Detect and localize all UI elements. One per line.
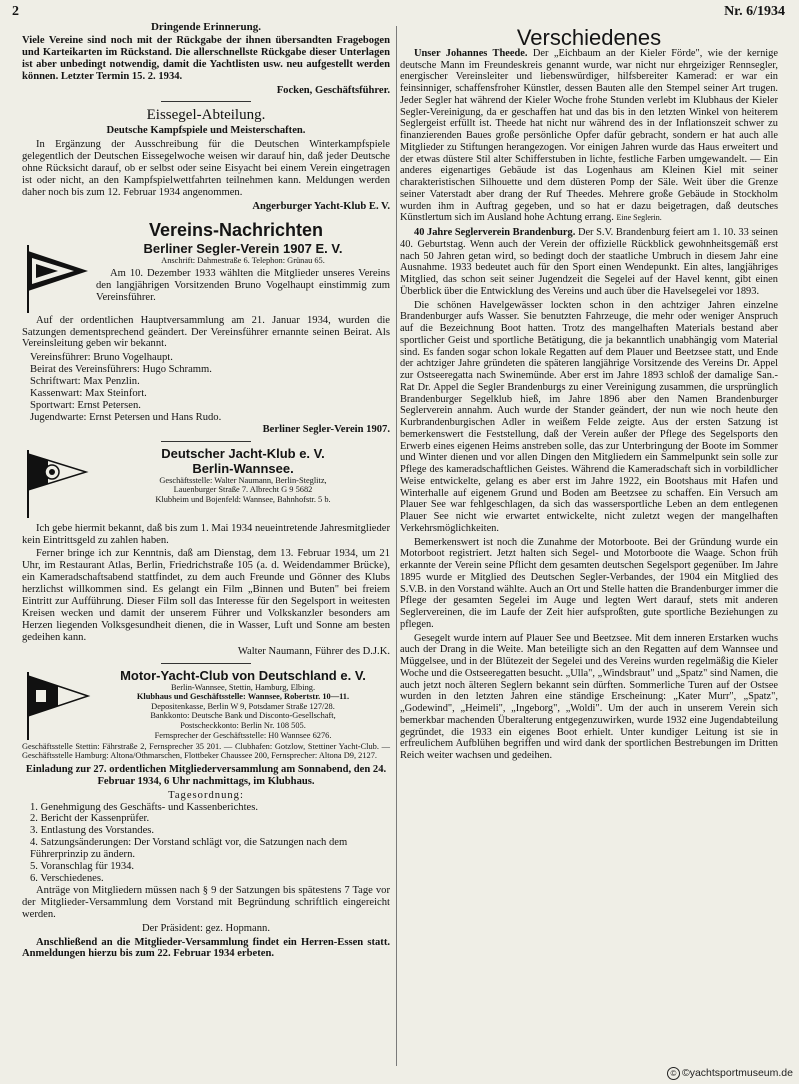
bsv-role-6: Jugendwarte: Ernst Petersen und Hans Rudo. — [30, 411, 222, 423]
djk-address-3: Klubheim und Bojenfeld: Wannsee, Bahnhofstr. 5 b. — [155, 494, 331, 504]
verschiedenes-title: Verschiedenes — [516, 25, 662, 50]
myc-agenda-item-1: 1. Genehmigung des Geschäfts- und Kassenberichtes. — [30, 801, 258, 813]
bsv-address: Anschrift: Dahmestraße 6. Telephon: Grünau 65. — [161, 255, 325, 265]
bsv-paragraph-2: Auf der ordentlichen Hauptversammlung am 21. Januar 1934, wurden die Satzungen dementsprechend geändert. Der Vereinsführer ernannte seinen Beirat. Als Vereinsleitung geben wir bekannt. — [22, 314, 390, 350]
bsv-role-2: Beirat des Vereinsführers: Hugo Schramm. — [30, 364, 212, 376]
myc-address-2: Klubhaus und Geschäftsstelle: Wannsee, Robertstr. 10—11. — [136, 692, 350, 702]
reminder-notice — [22, 22, 390, 96]
myc-invitation: Einladung zur 27. ordentlichen Mitgliederversammlung am Sonnabend, den 24. Februar 1934, 6 Uhr nachmittags, im Klubhaus. — [25, 763, 387, 787]
djk-name: Deutscher Jacht-Klub e. V. — [161, 445, 325, 461]
theede-source: Eine Seglerin. — [616, 213, 662, 223]
notice-signature: Focken, Geschäftsführer. — [276, 84, 390, 96]
myc-agenda-item-2: 2. Bericht der Kassenprüfer. — [30, 813, 150, 825]
djk-location: Berlin-Wannsee. — [192, 460, 294, 476]
bsv-signature: Berliner Segler-Verein 1907. — [262, 423, 390, 435]
myc-agenda-item-6: 6. Verschiedenes. — [30, 872, 104, 884]
brandenburg-paragraph-1 — [400, 227, 778, 298]
club-djk — [22, 446, 390, 520]
watermark — [667, 1067, 793, 1080]
right-column — [400, 25, 778, 764]
myc-agenda-item-4: 4. Satzungsänderungen: Der Vorstand schlägt vor, die Satzungen nach dem Führerprinzip zu ändern. — [30, 837, 348, 861]
myc-pennant-icon — [22, 668, 92, 742]
left-column — [22, 22, 390, 962]
issue-number: Nr. 6/1934 — [724, 4, 785, 19]
eissegel-signature: Angerburger Yacht-Klub E. V. — [252, 200, 390, 212]
column-divider — [396, 26, 397, 1066]
vereins-nachrichten-title: Vereins-Nachrichten — [148, 219, 324, 240]
bsv-role-5: Sportwart: Ernst Petersen. — [30, 399, 141, 411]
separator-rule — [161, 663, 251, 664]
brandenburg-lead: 40 Jahre Seglerverein Brandenburg. — [414, 227, 576, 238]
separator-rule — [161, 101, 251, 102]
club-bsv — [22, 241, 390, 315]
myc-agenda-title: Tagesordnung: — [168, 789, 244, 801]
theede-lead: Unser Johannes Theede. — [414, 47, 528, 59]
djk-signature: Walter Naumann, Führer des D.J.K. — [237, 645, 390, 657]
myc-paragraph-1: Anträge von Mitgliedern müssen nach § 9 der Satzungen bis spätestens 7 Tage vor der Mitglieder-Versammlung dem Vorstand mit Begründung schriftlich eingereicht werden. — [22, 884, 390, 920]
bsv-role-3: Schriftwart: Max Penzlin. — [30, 376, 140, 388]
watermark-text: ©yachtsportmuseum.de — [681, 1067, 793, 1079]
eissegel-subtitle: Deutsche Kampfspiele und Meisterschaften. — [106, 125, 306, 137]
myc-name: Motor-Yacht-Club von Deutschland e. V. — [120, 667, 366, 683]
bsv-pennant-icon — [22, 241, 92, 315]
eissegel-section — [22, 107, 390, 212]
myc-address-1: Berlin-Wannsee, Stettin, Hamburg, Elbing. — [170, 682, 316, 692]
myc-agenda-item-3: 3. Entlastung des Vorstandes. — [30, 825, 155, 837]
djk-paragraph-2: Ferner bringe ich zur Kenntnis, daß am Dienstag, dem 13. Februar 1934, um 21 Uhr, im Restaurant Atlas, Berlin, Friedrichstraße 105 (a. d. Weidendammer Brücke), ein Kameradschaftsabend stattfindet, zu dem auch Freunde und Gönner des Klubs herzlichst willkommen sind. Es gelangt ein Film „Binnen und Buten" bei freiem Eintritt zur Aufführung. Dieser Film soll das Interesse für den Segelsport in weitesten Kreisen wecken und damit der unserem Führer und Volkskanzler besonders am Herzen liegenden Volksgesundheit dienen, die in Wasser, Luft und Sonne am besten gedeihen kann. — [22, 548, 390, 643]
notice-body: Viele Vereine sind noch mit der Rückgabe der ihnen übersandten Fragebogen und Karteikarten im Rückstand. Die allerschnellste Rückgabe dieser Unterlagen ist aber unbedingt notwendig, damit die Yachtlisten usw. neu aufgestellt werden können. Letzter Termin 15. 2. 1934. — [22, 34, 390, 82]
bsv-role-1: Vereinsführer: Bruno Vogelhaupt. — [30, 352, 173, 364]
brandenburg-paragraph-4: Gesegelt wurde intern auf Plauer See und Beetzsee. Mit dem inneren Erstarken wuchs auch der Drang in die Weite. Man beteiligte sich an den Regatten auf dem Wannsee und Müggelsee, und in der Blütezeit der Segelei und des Vereins wurden regelmäßig die Kieler Woche und die Ostseeregatten besucht. „Ulla", „Windsbraut" und „Spatz" sind Namen, die auch jetzt noch älteren Seglern bekannt sein dürften. Sommerliche Turen auf der Ostsee wurden in den letzten Jahren eine ständige Erscheinung: „Kater Murr", „Spatz", „Godewind", „Heimeli", „Ingeborg", „Woldi". Um der auch in unserem Verein sich bemerkbar machenden Überalterung entgegenzuwirken, wurde 1932 eine Jugendabteilung gegründet, die 1933 ein eigenes Boot erhielt. Unter kundiger Leitung ist sie in erfreulichem Aufblühen begriffen und wird dank der sportlichen Bestrebungen im Dritten Reich weiter wachsen und gedeihen. — [400, 632, 778, 761]
myc-address-3: Depositenkasse, Berlin W 9, Potsdamer Straße 127/28. — [151, 701, 335, 711]
myc-address-4: Bankkonto: Deutsche Bank und Disconto-Gesellschaft, — [150, 711, 336, 721]
theede-article — [400, 48, 778, 224]
myc-agenda-item-5: 5. Voranschlag für 1934. — [30, 861, 135, 873]
theede-body: Der „Eichbaum an der Kieler Förde", wie der kernige deutsche Mann im Freundeskreis genannt wurde, war nicht nur ehrgeiziger Rennsegler, energischer Vereinsleiter und liebenswürdiger, hilfsbereiter Kamerad: er war ein feinsinniger, schaffensfroher Künstler, dessen Bauten alle den Stempel seiner Art trugen. Jeder Segler hat während der Kieler Woche frohe Stunden verlebt im Klubhaus der Kieler Segler-Vereinigung, da er geschaffen hat und das bis in den letzten Winkel von heiterem Seglergeist erfüllt ist. Theede hat nicht nur während des in der Inflationszeit schwer zu finanzierenden Baues große persönliche Opfer dafür gebracht, sondern er hat auch alle Mitglieder zu Stiftungen herangezogen. Vor einigen Jahren wurde das Haus erweitert und der etwas düstere Stil alter Schifferstuben in lichte, festliche Farben umgewandelt. — Ein anderes eigenartiges Gebäude ist das Logenhaus am Kleinen Kiel mit seiner charakteristischen Silhouette und dem düsteren Pomp der Säle. Weit über die Grenze seiner Vaterstadt aber drang der Ruf Theedes. Mehrere große Gebäude in Stockholm wurden ihm in Auftrag gegeben, und so hat er dazu beigetragen, daß deutsches Künstlertum sich im Ausland hohe Achtung errang. — [400, 47, 778, 224]
bsv-role-4: Kassenwart: Max Steinfort. — [30, 388, 147, 400]
notice-title: Dringende Erinnerung. — [150, 21, 261, 33]
myc-president: Der Präsident: gez. Hopmann. — [142, 922, 270, 934]
myc-address-7: Geschäftsstelle Stettin: Fährstraße 2, Fernsprecher 35 201. — Clubhafen: Gotzlow, Stettiner Yacht-Club. — Geschäftsstelle Hamburg: Altona/Othmarschen, Flottbeker Chaussee 200, Fernsprecher: Altona D9, 2127. — [22, 741, 390, 761]
myc-paragraph-2: Anschließend an die Mitglieder-Versammlung findet ein Herren-Essen statt. Anmeldungen hierzu bis zum 22. Februar 1934 erbeten. — [22, 936, 390, 960]
brandenburg-paragraph-2: Die schönen Havelgewässer lockten schon in den achtziger Jahren einzelne Brandenburger aufs Wasser. Sie benutzten Fahrzeuge, die mehr oder weniger Anspruch auf die Bezeichnung Boot hatten. Trotz des mangelhaften Materials bestand aber sportlicher Geist und sportliche Betätigung, die ja bekanntlich unabhängig vom Material sind. Es fanden sogar schon lokale Regatten auf dem Plauer und Beetzsee statt, und Ende der achtziger Jahre gründeten die späteren langjährige Vorsitzende des Vereins Dr. Appel zur Ostseeregatta nach Swinemünde. Aber erst im Jahre 1893 schloß der damalige San.-Rat Dr. Appel die Segler Brandenburgs zu einer Vereinigung zusammen, die ursprünglich Brandenburger Segelklub hieß, im Jahre 1896 aber den Namen Brandenburger Seglerverein annahm. Auch wurde der Stander geändert, der nun wie noch heute den Kurbrandenburgischen Adler in weißem Felde zeigte. Aus der ersten Satzung ist bemerkenswert die Feststellung, daß der Verein außer der Pflege des Segelsports den Erwerb eines eigenen Heims anstreben solle, das zur Unterbringung der Boote im Sommer und Winter dienen und vor allen Dingen den Mitgliedern ein Sammelpunkt sein solle zur Pflege des kameradschaftlichen Geistes. Während die Kameradschaft sich in vorbildlicher Weise entwickelte, gelang es aber erst im Jahre 1922, ein Bootshaus mit Hafen und Winterhalle auf eigenem Grund und Boden am Beetzsee zu schaffen. Ein Versuch am Plauer See war fehlgeschlagen, da sich das wassersportliche Leben an dem entlegenen Plauer See nicht wie erwartet entwickelte, nicht zuletzt wegen der mangelhaften Verkehrsmöglichkeiten. — [400, 299, 778, 534]
djk-flag-icon — [22, 446, 92, 520]
eissegel-title: Eissegel-Abteilung. — [146, 107, 266, 124]
club-myc — [22, 668, 390, 742]
djk-address-1: Geschäftsstelle: Walter Naumann, Berlin-Steglitz, — [159, 475, 327, 485]
djk-paragraph-1: Ich gebe hiermit bekannt, daß bis zum 1. Mai 1934 neueintretende Jahresmitglieder kein Eintrittsgeld zu zahlen haben. — [22, 522, 390, 546]
brandenburg-p1-text: Der S.V. Brandenburg feiert am 1. 10. 33 seinen 40. Geburtstag. Wenn auch der Verein der offizielle Rückblick gewohnheitsgemäß erst nach 50 Jahren getan wird, so bedingt doch der staatliche Umbruch in diesem Jahr eine Ausnahme. 1933 bedeutet auch für den Sport einen Wendepunkt. Ein altes, langjähriges Mitglied, das schon seit seiner Jugendzeit die Segelei auf der Havel kennt, gibt einen Überblick über die Entwicklung des Vereins und auch über die Havelsegelei vor 1893. — [400, 227, 778, 297]
copyright-icon: © — [667, 1067, 680, 1080]
myc-address-5: Postscheckkonto: Berlin Nr. 108 505. — [180, 721, 306, 730]
eissegel-body: In Ergänzung der Ausschreibung für die Deutschen Winterkampfspiele gelegentlich der Deutschen Eissegelwoche weisen wir darauf hin, daß jeder Deutsche ohne Rücksicht darauf, ob er selbst oder seine Eisyacht bei einem Verein eingetragen ist oder nicht, an den Kampfspielwettfahrten teilnehmen kann. Meldungen werden daher noch bis zum 12. Februar 1934 angenommen. — [22, 139, 390, 198]
djk-address-2: Lauenburger Straße 7. Albrecht G 9 5682 — [173, 485, 313, 495]
separator-rule — [161, 441, 251, 442]
page-number: 2 — [12, 4, 19, 19]
bsv-name: Berliner Segler-Verein 1907 E. V. — [143, 240, 343, 256]
brandenburg-paragraph-3: Bemerkenswert ist noch die Zunahme der Motorboote. Bei der Gründung wurde ein Motorboot registriert. Jetzt halten sich Segel- und Motorboote die Waage. Schon früh erkannte der Verein seine Pflicht dem gesamten deutschen Segelsport gegenüber. Im Jahre 1895 wurde er Mitglied des Deutschen Segler-Verbandes, der 1904 ein Mitglied des S.V.B. in den Vorstand wählte. Auch an Ort und Stelle hatten die Brandenburger immer die Pflege der gesamten Segelei im Auge und legten Wert darauf, stets mit anderen Seglervereinen, die im Laufe der Zeit hier aufsproßten, gute sportliche Beziehungen zu pflegen. — [400, 536, 778, 630]
myc-address-6: Fernsprecher der Geschäftsstelle: H0 Wannsee 6276. — [154, 730, 332, 740]
bsv-paragraph-1: Am 10. Dezember 1933 wählten die Mitglieder unseres Vereins den langjährigen Vorsitzenden Bruno Vogelhaupt einstimmig zum Vereinsführer. — [96, 268, 390, 303]
